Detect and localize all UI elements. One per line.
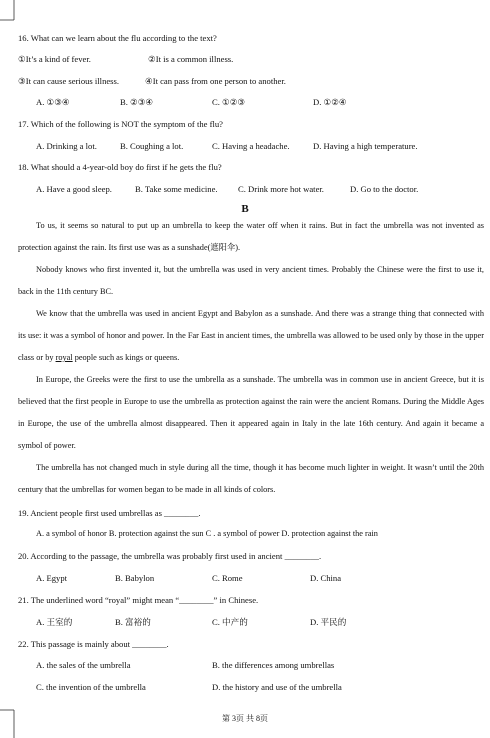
passage-paragraph-2: Nobody knows who first invented it, but the umbrella was used in very ancient times. Probably the Chinese were the first to use it, back in the 11th century BC. (18, 265, 484, 296)
q20-option-c: C. Rome (212, 573, 243, 583)
q17-option-b: B. Coughing a lot. (120, 141, 184, 151)
q17-option-a: A. Drinking a lot. (36, 141, 97, 151)
q21-option-d: D. 平民的 (310, 617, 347, 627)
q22-stem: 22. This passage is mainly about ________. (18, 639, 169, 649)
q20-option-b: B. Babylon (115, 573, 155, 583)
passage-paragraph-5: The umbrella has not changed much in style during all the time, though it has become much lighter in weight. It wasn’t until the 20th century that the umbrellas for women began to be made in all kinds of colors. (18, 463, 484, 494)
q22-option-b: B. the differences among umbrellas (212, 660, 335, 670)
passage-paragraph-3-text-a: We know that the umbrella was used in ancient Egypt and Babylon as a sunshade. And there was a strange thing that connected with its use: it was a symbol of honor and power. In the Far East in ancient times, the umbrella was allowed to be used only by those in the upper class or by (18, 309, 484, 362)
underlined-word-royal: royal (55, 353, 73, 362)
q16-statement-2: ②It is a common illness. (148, 54, 234, 64)
q17-stem: 17. Which of the following is NOT the symptom of the flu? (18, 119, 223, 129)
q22-option-c: C. the invention of the umbrella (36, 682, 146, 692)
q16-option-a: A. ①③④ (36, 97, 70, 107)
q20-stem: 20. According to the passage, the umbrella was probably first used in ancient ________. (18, 551, 322, 561)
q18-stem: 18. What should a 4-year-old boy do first if he gets the flu? (18, 162, 222, 172)
passage-paragraph-4: In Europe, the Greeks were the first to use the umbrella as a sunshade. The umbrella was in common use in ancient Greece, but it is believed that the first people in Europe to use the umbrella as protection against the rain were the ancient Romans. During the Middle Ages in Europe, the use of the umbrella almost disappeared. Then it appeared again in Italy in the late 16th century. And again it became a symbol of power. (18, 375, 484, 450)
q20-option-a: A. Egypt (36, 573, 68, 583)
q21-option-a: A. 王室的 (36, 617, 73, 627)
q19-options: A. a symbol of honor B. protection against the sun C . a symbol of power D. protection against the rain (36, 529, 378, 538)
q17-option-c: C. Having a headache. (212, 141, 290, 151)
q22-option-d: D. the history and use of the umbrella (212, 682, 342, 692)
q18-option-d: D. Go to the doctor. (350, 184, 419, 194)
q16-statement-4: ④It can pass from one person to another. (145, 76, 286, 86)
q21-option-c: C. 中产的 (212, 617, 248, 627)
passage-paragraph-3 (18, 303, 484, 369)
q21-stem: 21. The underlined word “royal” might mean “________” in Chinese. (18, 595, 259, 605)
q22-option-a: A. the sales of the umbrella (36, 660, 131, 670)
q21-option-b: B. 富裕的 (115, 617, 151, 627)
q16-option-c: C. ①②③ (212, 97, 246, 107)
q16-statement-1: ①It’s a kind of fever. (18, 54, 91, 64)
page-number: 第 3页 共 8页 (222, 714, 268, 723)
q16-option-d: D. ①②④ (313, 97, 347, 107)
crop-mark-top-left (0, 0, 18, 24)
q18-option-a: A. Have a good sleep. (36, 184, 112, 194)
q16-statement-3: ③It can cause serious illness. (18, 76, 120, 86)
q18-option-b: B. Take some medicine. (135, 184, 218, 194)
q19-stem: 19. Ancient people first used umbrellas as ________. (18, 508, 201, 518)
passage-paragraph-3-text-b: people such as kings or queens. (72, 353, 180, 362)
q16-stem: 16. What can we learn about the flu according to the text? (18, 33, 217, 43)
q20-option-d: D. China (310, 573, 342, 583)
q17-option-d: D. Having a high temperature. (313, 141, 418, 151)
passage-paragraph-1: To us, it seems so natural to put up an umbrella to keep the water off when it rains. But in fact the umbrella was not invented as protection against the rain. Its first use was as a sunshade(遮阳伞). (18, 221, 484, 252)
section-heading: B (241, 203, 249, 215)
q16-option-b: B. ②③④ (120, 97, 154, 107)
q18-option-c: C. Drink more hot water. (238, 184, 324, 194)
